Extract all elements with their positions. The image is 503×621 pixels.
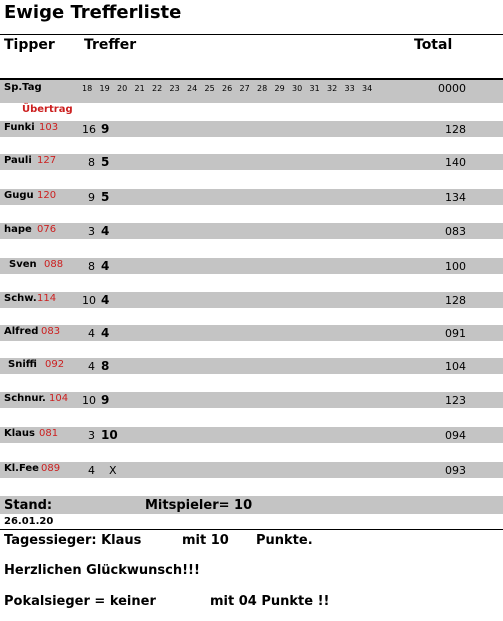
player-carryover: 083 xyxy=(41,326,61,337)
page-title: Ewige Trefferliste xyxy=(4,2,182,23)
player-row xyxy=(0,189,503,205)
player-carryover: 127 xyxy=(37,155,57,166)
player-hits-day19: 8 xyxy=(101,359,110,373)
player-row xyxy=(0,223,503,239)
player-total: 100 xyxy=(445,260,466,273)
header-tipper: Tipper xyxy=(4,37,55,53)
player-hits-day19: 4 xyxy=(101,326,110,340)
player-hits-day18: 4 xyxy=(88,464,95,477)
player-name: Gugu xyxy=(4,190,34,201)
uebertrag-label: Übertrag xyxy=(22,104,73,115)
matchday-number: 26 xyxy=(222,84,233,93)
player-name: Klaus xyxy=(4,428,35,439)
stand-label: Stand: xyxy=(4,498,53,513)
player-carryover: 076 xyxy=(37,224,57,235)
player-hits-day18: 8 xyxy=(88,260,95,273)
congratulations: Herzlichen Glückwunsch!!! xyxy=(4,563,200,578)
player-carryover: 092 xyxy=(45,359,65,370)
player-hits-day19: 5 xyxy=(101,190,110,204)
sptag-row xyxy=(0,78,503,103)
player-carryover: 081 xyxy=(39,428,59,439)
player-name: hape xyxy=(4,224,32,235)
player-total: 104 xyxy=(445,360,466,373)
player-hits-day18: 4 xyxy=(88,327,95,340)
player-hits-day18: 9 xyxy=(88,191,95,204)
matchday-number: 19 xyxy=(99,84,110,93)
stand-date: 26.01.20 xyxy=(4,516,54,527)
player-total: 140 xyxy=(445,156,466,169)
matchday-number: 33 xyxy=(344,84,355,93)
player-total: 128 xyxy=(445,123,466,136)
player-name: Schnur. xyxy=(4,393,46,404)
player-name: Schw. xyxy=(4,293,37,304)
player-hits-day19: 4 xyxy=(101,259,110,273)
player-hits-day18: 16 xyxy=(82,123,96,136)
matchday-number: 21 xyxy=(134,84,145,93)
pokalsieger-label: Pokalsieger = keiner xyxy=(4,594,156,609)
matchday-number: 24 xyxy=(187,84,198,93)
player-carryover: 089 xyxy=(41,463,61,474)
player-row xyxy=(0,292,503,308)
player-row xyxy=(0,154,503,170)
header-treffer: Treffer xyxy=(84,37,137,53)
matchday-number: 34 xyxy=(362,84,373,93)
player-carryover: 088 xyxy=(44,259,64,270)
header-total: Total xyxy=(414,37,453,53)
pokalsieger-points: mit 04 Punkte !! xyxy=(210,594,330,609)
player-carryover: 114 xyxy=(37,293,57,304)
player-name: Pauli xyxy=(4,155,32,166)
matchday-number: 31 xyxy=(309,84,320,93)
sptag-total: 0000 xyxy=(438,82,466,95)
matchday-number: 25 xyxy=(204,84,215,93)
matchday-number: 27 xyxy=(239,84,250,93)
player-carryover: 104 xyxy=(49,393,69,404)
player-row xyxy=(0,121,503,137)
player-row xyxy=(0,392,503,408)
player-carryover: 120 xyxy=(37,190,57,201)
matchday-number: 30 xyxy=(292,84,303,93)
player-total: 093 xyxy=(445,464,466,477)
player-hits-day18: 4 xyxy=(88,360,95,373)
player-total: 094 xyxy=(445,429,466,442)
player-total: 134 xyxy=(445,191,466,204)
player-row xyxy=(0,258,503,274)
player-total: 123 xyxy=(445,394,466,407)
player-hits-day19: 10 xyxy=(101,428,118,442)
player-hits-day19: 5 xyxy=(101,155,110,169)
matchday-number: 28 xyxy=(257,84,268,93)
player-name: Funki xyxy=(4,122,35,133)
title-divider xyxy=(0,34,503,35)
tagessieger-unit: Punkte. xyxy=(256,533,313,548)
player-name: Alfred xyxy=(4,326,39,337)
matchday-number: 20 xyxy=(117,84,128,93)
player-row xyxy=(0,325,503,341)
player-hits-day18: 3 xyxy=(88,429,95,442)
sptag-label: Sp.Tag xyxy=(4,82,42,93)
player-total: 128 xyxy=(445,294,466,307)
matchday-number: 18 xyxy=(82,84,93,93)
player-hits-day19: X xyxy=(109,464,117,477)
player-hits-day19: 9 xyxy=(101,122,110,136)
player-row xyxy=(0,462,503,478)
player-row xyxy=(0,358,503,374)
player-hits-day18: 8 xyxy=(88,156,95,169)
mitspieler-count: Mitspieler= 10 xyxy=(145,498,253,513)
player-hits-day18: 3 xyxy=(88,225,95,238)
stand-divider xyxy=(0,529,503,530)
matchday-number: 22 xyxy=(152,84,163,93)
tagessieger-label: Tagessieger: Klaus xyxy=(4,533,142,548)
player-hits-day18: 10 xyxy=(82,394,96,407)
tagessieger-points: mit 10 xyxy=(182,533,229,548)
player-name: Sniffi xyxy=(8,359,37,370)
player-hits-day18: 10 xyxy=(82,294,96,307)
player-name: Kl.Fee xyxy=(4,463,39,474)
player-hits-day19: 4 xyxy=(101,224,110,238)
matchday-number: 23 xyxy=(169,84,180,93)
player-total: 083 xyxy=(445,225,466,238)
matchday-number: 29 xyxy=(274,84,285,93)
player-carryover: 103 xyxy=(39,122,59,133)
player-row xyxy=(0,427,503,443)
player-total: 091 xyxy=(445,327,466,340)
player-name: Sven xyxy=(9,259,37,270)
matchday-number: 32 xyxy=(327,84,338,93)
player-hits-day19: 4 xyxy=(101,293,110,307)
player-hits-day19: 9 xyxy=(101,393,110,407)
